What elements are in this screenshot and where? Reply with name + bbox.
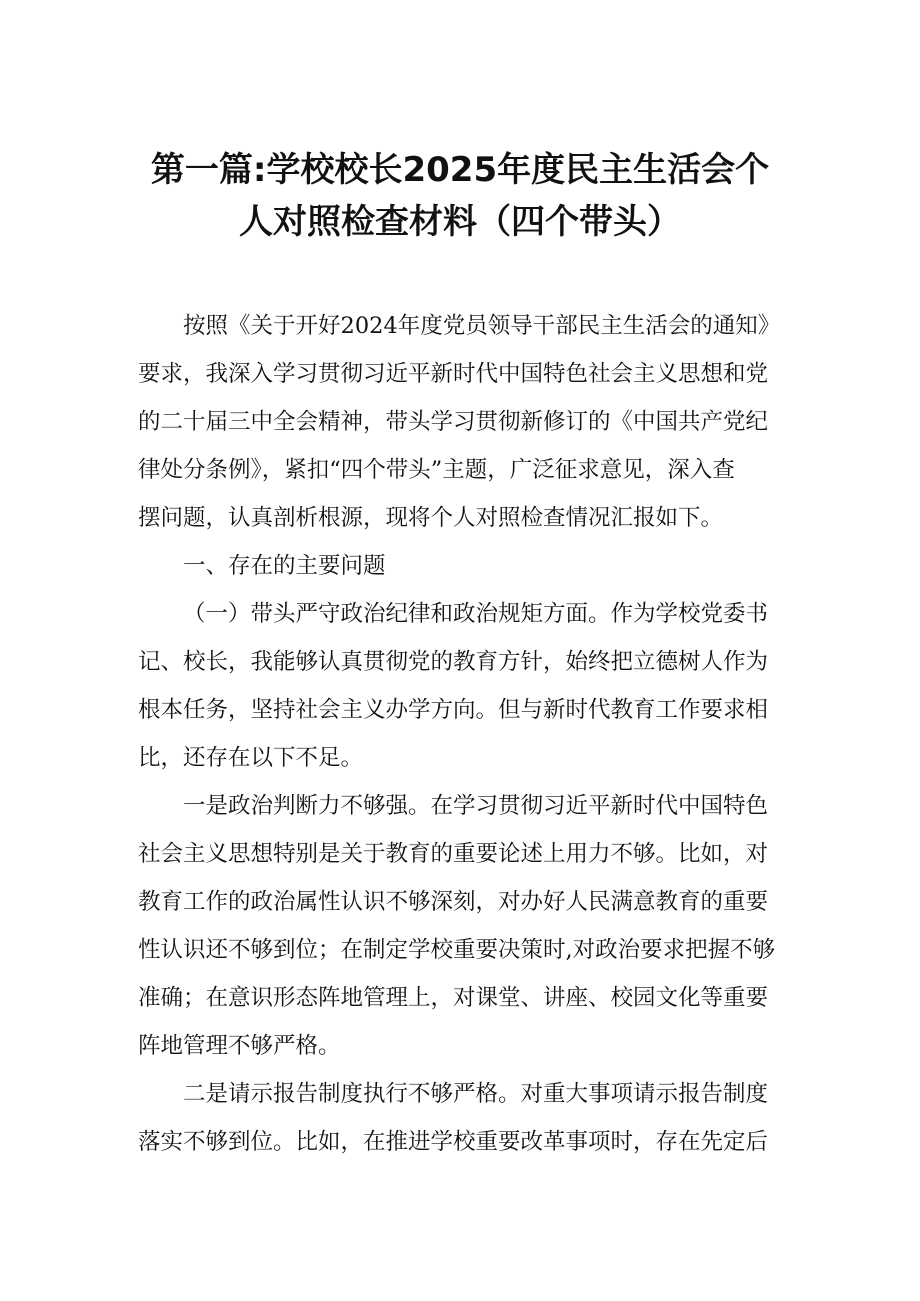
point-line: 一是政治判断力不够强。在学习贯彻习近平新时代中国特色 [183, 793, 769, 819]
document-title-line-1: 第一篇:学校校长2025年度民主生活会个 [150, 150, 770, 190]
point-line: 教育工作的政治属性认识不够深刻，对办好人民满意教育的重要 [138, 889, 769, 915]
point-line: 社会主义思想特别是关于教育的重要论述上用力不够。比如，对 [138, 841, 769, 867]
intro-line: 律处分条例》，紧扣“四个带头”主题，广泛征求意见，深入查 [138, 457, 735, 483]
point-line: 落实不够到位。比如，在推进学校重要改革事项时，存在先定后 [138, 1129, 769, 1155]
subsection-line: 记、校长，我能够认真贯彻党的教育方针，始终把立德树人作为 [138, 649, 769, 675]
point-line: 二是请示报告制度执行不够严格。对重大事项请示报告制度 [183, 1081, 769, 1107]
subsection-line: （一）带头严守政治纪律和政治规矩方面。作为学校党委书 [183, 601, 769, 627]
section-heading: 一、存在的主要问题 [183, 553, 386, 579]
point-line: 准确；在意识形态阵地管理上，对课堂、讲座、校园文化等重要 [138, 985, 769, 1011]
intro-line: 摆问题，认真剖析根源，现将个人对照检查情况汇报如下。 [138, 505, 724, 531]
intro-line: 按照《关于开好2024年度党员领导干部民主生活会的通知》 [183, 313, 781, 339]
point-line: 性认识还不够到位；在制定学校重要决策时,对政治要求把握不够 [138, 937, 776, 963]
intro-line: 要求，我深入学习贯彻习近平新时代中国特色社会主义思想和党 [138, 361, 769, 387]
subsection-line: 比，还存在以下不足。 [138, 745, 364, 771]
intro-line: 的二十届三中全会精神，带头学习贯彻新修订的《中国共产党纪 [138, 409, 769, 435]
subsection-line: 根本任务，坚持社会主义办学方向。但与新时代教育工作要求相 [138, 697, 769, 723]
point-line: 阵地管理不够严格。 [138, 1033, 341, 1059]
document-title-line-2: 人对照检查材料（四个带头） [239, 202, 681, 242]
